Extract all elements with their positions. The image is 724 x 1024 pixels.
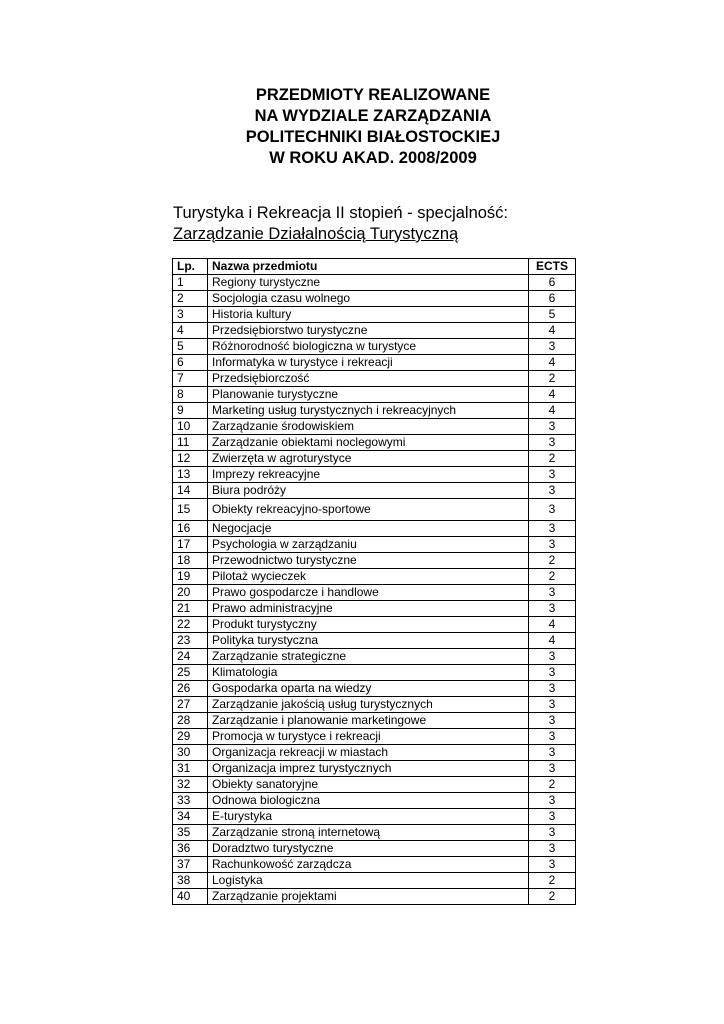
table-row bbox=[173, 825, 576, 841]
row-lp: 14 bbox=[173, 483, 208, 499]
row-lp: 29 bbox=[173, 729, 208, 745]
title-line-1: PRZEDMIOTY REALIZOWANE bbox=[255, 86, 491, 104]
table-row bbox=[173, 371, 576, 387]
table-row bbox=[173, 403, 576, 419]
row-ects: 3 bbox=[529, 601, 576, 617]
row-ects: 2 bbox=[529, 553, 576, 569]
row-lp: 37 bbox=[173, 857, 208, 873]
row-lp: 34 bbox=[173, 809, 208, 825]
table-row bbox=[173, 553, 576, 569]
row-subject-name: Przedsiębiorczość bbox=[208, 371, 529, 387]
table-row bbox=[173, 537, 576, 553]
table-row bbox=[173, 665, 576, 681]
row-subject-name: Socjologia czasu wolnego bbox=[208, 291, 529, 307]
row-subject-name: Zarządzanie i planowanie marketingowe bbox=[208, 713, 529, 729]
row-ects: 4 bbox=[529, 617, 576, 633]
subtitle-line-1: Turystyka i Rekreacja II stopień - specjalność: bbox=[173, 204, 509, 222]
row-ects: 3 bbox=[529, 729, 576, 745]
row-ects: 3 bbox=[529, 809, 576, 825]
row-subject-name: Prawo gospodarcze i handlowe bbox=[208, 585, 529, 601]
row-ects: 3 bbox=[529, 419, 576, 435]
row-lp: 13 bbox=[173, 467, 208, 483]
row-ects: 3 bbox=[529, 713, 576, 729]
row-ects: 6 bbox=[529, 291, 576, 307]
row-ects: 5 bbox=[529, 307, 576, 323]
row-lp: 20 bbox=[173, 585, 208, 601]
row-subject-name: Klimatologia bbox=[208, 665, 529, 681]
row-ects: 3 bbox=[529, 483, 576, 499]
table-row bbox=[173, 467, 576, 483]
table-row bbox=[173, 777, 576, 793]
table-body bbox=[173, 275, 576, 905]
row-lp: 35 bbox=[173, 825, 208, 841]
row-lp: 1 bbox=[173, 275, 208, 291]
row-lp: 6 bbox=[173, 355, 208, 371]
row-ects: 2 bbox=[529, 889, 576, 905]
title-line-3: POLITECHNIKI BIAŁOSTOCKIEJ bbox=[245, 128, 501, 146]
subjects-table bbox=[172, 258, 576, 905]
row-ects: 3 bbox=[529, 841, 576, 857]
row-ects: 4 bbox=[529, 387, 576, 403]
table-row bbox=[173, 649, 576, 665]
row-ects: 2 bbox=[529, 777, 576, 793]
title-line-4: W ROKU AKAD. 2008/2009 bbox=[269, 149, 477, 167]
table-row bbox=[173, 873, 576, 889]
table-row bbox=[173, 275, 576, 291]
header-lp: Lp. bbox=[173, 259, 208, 275]
row-subject-name: Zarządzanie stroną internetową bbox=[208, 825, 529, 841]
row-subject-name: Negocjacje bbox=[208, 521, 529, 537]
table-row bbox=[173, 569, 576, 585]
row-subject-name: Obiekty rekreacyjno-sportowe bbox=[208, 499, 529, 521]
row-subject-name: Regiony turystyczne bbox=[208, 275, 529, 291]
subtitle-line-2: Zarządzanie Działalnością Turystyczną bbox=[173, 225, 459, 243]
row-subject-name: E-turystyka bbox=[208, 809, 529, 825]
table-row bbox=[173, 857, 576, 873]
row-subject-name: Różnorodność biologiczna w turystyce bbox=[208, 339, 529, 355]
table-row bbox=[173, 889, 576, 905]
table-row bbox=[173, 601, 576, 617]
row-subject-name: Zwierzęta w agroturystyce bbox=[208, 451, 529, 467]
row-subject-name: Zarządzanie strategiczne bbox=[208, 649, 529, 665]
row-lp: 24 bbox=[173, 649, 208, 665]
row-lp: 16 bbox=[173, 521, 208, 537]
table-row bbox=[173, 323, 576, 339]
row-ects: 3 bbox=[529, 521, 576, 537]
table-row bbox=[173, 435, 576, 451]
table-row bbox=[173, 681, 576, 697]
table-row bbox=[173, 291, 576, 307]
row-ects: 2 bbox=[529, 873, 576, 889]
row-subject-name: Organizacja imprez turystycznych bbox=[208, 761, 529, 777]
table-row bbox=[173, 483, 576, 499]
table-header-row bbox=[173, 259, 576, 275]
table-row bbox=[173, 633, 576, 649]
table-row bbox=[173, 793, 576, 809]
table-row bbox=[173, 729, 576, 745]
row-ects: 3 bbox=[529, 339, 576, 355]
row-lp: 21 bbox=[173, 601, 208, 617]
row-subject-name: Planowanie turystyczne bbox=[208, 387, 529, 403]
row-lp: 22 bbox=[173, 617, 208, 633]
row-lp: 8 bbox=[173, 387, 208, 403]
row-lp: 19 bbox=[173, 569, 208, 585]
row-subject-name: Przewodnictwo turystyczne bbox=[208, 553, 529, 569]
row-lp: 12 bbox=[173, 451, 208, 467]
row-ects: 4 bbox=[529, 403, 576, 419]
row-lp: 36 bbox=[173, 841, 208, 857]
table-row bbox=[173, 809, 576, 825]
table-row bbox=[173, 339, 576, 355]
row-ects: 4 bbox=[529, 355, 576, 371]
row-subject-name: Psychologia w zarządzaniu bbox=[208, 537, 529, 553]
row-subject-name: Zarządzanie jakością usług turystycznych bbox=[208, 697, 529, 713]
row-subject-name: Doradztwo turystyczne bbox=[208, 841, 529, 857]
row-ects: 3 bbox=[529, 825, 576, 841]
row-lp: 28 bbox=[173, 713, 208, 729]
row-lp: 2 bbox=[173, 291, 208, 307]
row-ects: 4 bbox=[529, 323, 576, 339]
header-ects: ECTS bbox=[529, 259, 576, 275]
table-row bbox=[173, 307, 576, 323]
row-ects: 3 bbox=[529, 499, 576, 521]
row-ects: 3 bbox=[529, 665, 576, 681]
table-row bbox=[173, 617, 576, 633]
row-lp: 25 bbox=[173, 665, 208, 681]
row-lp: 38 bbox=[173, 873, 208, 889]
row-lp: 15 bbox=[173, 499, 208, 521]
document-title bbox=[0, 85, 724, 169]
row-lp: 33 bbox=[173, 793, 208, 809]
row-subject-name: Biura podróży bbox=[208, 483, 529, 499]
table-row bbox=[173, 451, 576, 467]
row-lp: 32 bbox=[173, 777, 208, 793]
row-ects: 3 bbox=[529, 697, 576, 713]
title-line-2: NA WYDZIALE ZARZĄDZANIA bbox=[254, 107, 492, 125]
row-lp: 4 bbox=[173, 323, 208, 339]
row-subject-name: Gospodarka oparta na wiedzy bbox=[208, 681, 529, 697]
row-lp: 40 bbox=[173, 889, 208, 905]
row-lp: 17 bbox=[173, 537, 208, 553]
row-subject-name: Zarządzanie projektami bbox=[208, 889, 529, 905]
row-lp: 30 bbox=[173, 745, 208, 761]
row-subject-name: Promocja w turystyce i rekreacji bbox=[208, 729, 529, 745]
row-lp: 23 bbox=[173, 633, 208, 649]
row-lp: 31 bbox=[173, 761, 208, 777]
table-row bbox=[173, 745, 576, 761]
table-row bbox=[173, 387, 576, 403]
row-ects: 2 bbox=[529, 451, 576, 467]
table-row bbox=[173, 499, 576, 521]
row-subject-name: Odnowa biologiczna bbox=[208, 793, 529, 809]
table-row bbox=[173, 697, 576, 713]
row-lp: 3 bbox=[173, 307, 208, 323]
program-subtitle bbox=[173, 203, 508, 245]
row-ects: 3 bbox=[529, 857, 576, 873]
table-row bbox=[173, 355, 576, 371]
table-row bbox=[173, 521, 576, 537]
row-subject-name: Historia kultury bbox=[208, 307, 529, 323]
row-ects: 3 bbox=[529, 793, 576, 809]
table-row bbox=[173, 419, 576, 435]
row-ects: 3 bbox=[529, 745, 576, 761]
row-ects: 3 bbox=[529, 467, 576, 483]
row-subject-name: Prawo administracyjne bbox=[208, 601, 529, 617]
row-subject-name: Organizacja rekreacji w miastach bbox=[208, 745, 529, 761]
row-subject-name: Zarządzanie obiektami noclegowymi bbox=[208, 435, 529, 451]
table-row bbox=[173, 761, 576, 777]
row-lp: 18 bbox=[173, 553, 208, 569]
row-ects: 4 bbox=[529, 633, 576, 649]
row-subject-name: Marketing usług turystycznych i rekreacyjnych bbox=[208, 403, 529, 419]
table-row bbox=[173, 585, 576, 601]
row-subject-name: Pilotaż wycieczek bbox=[208, 569, 529, 585]
row-subject-name: Produkt turystyczny bbox=[208, 617, 529, 633]
row-ects: 3 bbox=[529, 649, 576, 665]
row-ects: 3 bbox=[529, 585, 576, 601]
row-ects: 3 bbox=[529, 761, 576, 777]
row-lp: 10 bbox=[173, 419, 208, 435]
row-ects: 3 bbox=[529, 537, 576, 553]
row-lp: 11 bbox=[173, 435, 208, 451]
row-lp: 7 bbox=[173, 371, 208, 387]
row-ects: 6 bbox=[529, 275, 576, 291]
row-subject-name: Informatyka w turystyce i rekreacji bbox=[208, 355, 529, 371]
table-row bbox=[173, 841, 576, 857]
row-subject-name: Logistyka bbox=[208, 873, 529, 889]
row-subject-name: Obiekty sanatoryjne bbox=[208, 777, 529, 793]
row-ects: 3 bbox=[529, 681, 576, 697]
row-subject-name: Polityka turystyczna bbox=[208, 633, 529, 649]
header-name: Nazwa przedmiotu bbox=[208, 259, 529, 275]
row-subject-name: Rachunkowość zarządcza bbox=[208, 857, 529, 873]
table-row bbox=[173, 713, 576, 729]
row-lp: 9 bbox=[173, 403, 208, 419]
row-ects: 2 bbox=[529, 371, 576, 387]
row-lp: 27 bbox=[173, 697, 208, 713]
row-ects: 3 bbox=[529, 435, 576, 451]
row-lp: 26 bbox=[173, 681, 208, 697]
row-subject-name: Imprezy rekreacyjne bbox=[208, 467, 529, 483]
row-subject-name: Przedsiębiorstwo turystyczne bbox=[208, 323, 529, 339]
row-lp: 5 bbox=[173, 339, 208, 355]
row-ects: 2 bbox=[529, 569, 576, 585]
row-subject-name: Zarządzanie środowiskiem bbox=[208, 419, 529, 435]
